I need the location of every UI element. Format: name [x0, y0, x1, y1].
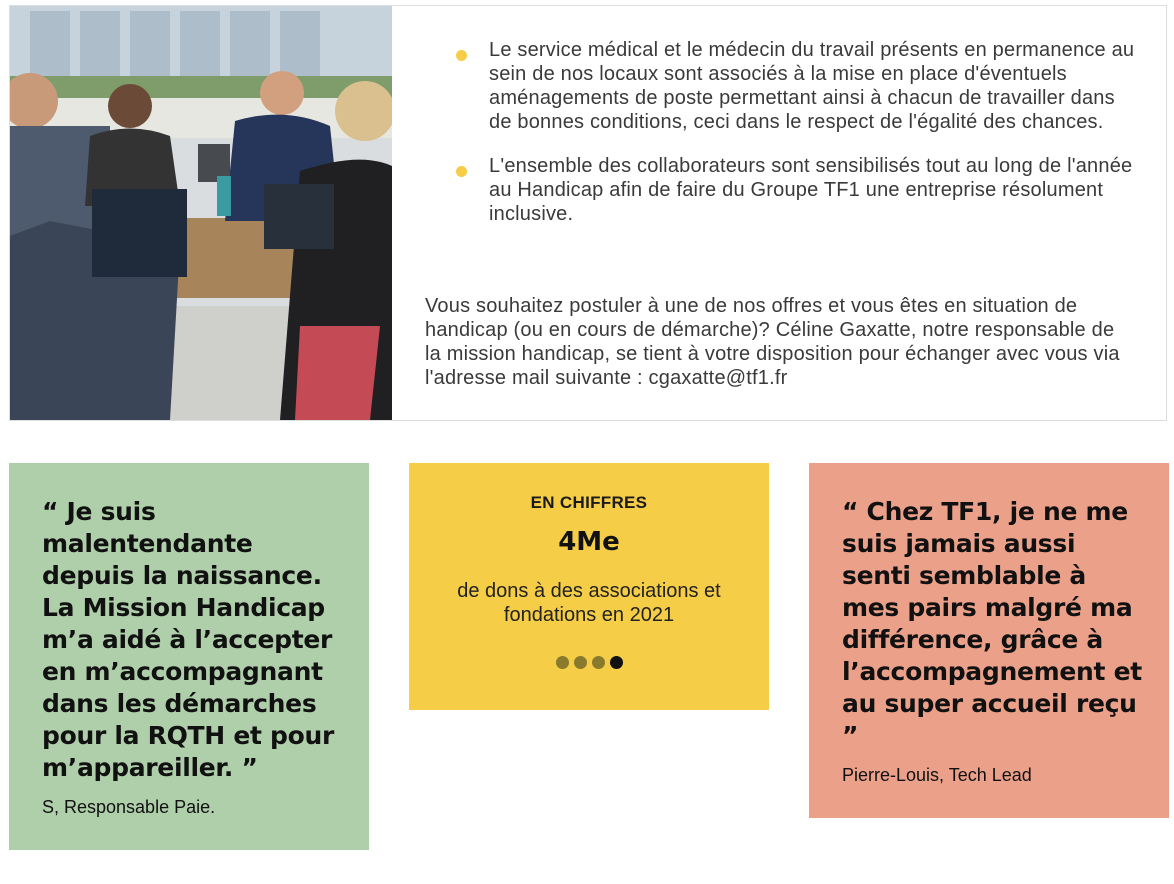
carousel-dot-3[interactable]	[592, 656, 605, 669]
figures-value: 4Me	[558, 527, 620, 557]
figures-description: de dons à des associations et fondations en 2021	[457, 580, 721, 626]
carousel-dot-4[interactable]	[610, 656, 623, 669]
bullet-text: L'ensemble des collaborateurs sont sensibilisés tout au long de l'année au Handicap afin de faire du Groupe TF1 une entreprise résolument inclusive.	[489, 155, 1133, 225]
bullet-text: Le service médical et le médecin du travail présents en permanence au sein de nos locaux sont associés à la mise en place d'éventuels aménagements de poste permettant ainsi à chacun de travailler dans de bonnes conditions, ceci dans le respect de l'égalité des chances.	[489, 39, 1135, 133]
testimonial-quote: “ Chez TF1, je ne me suis jamais aussi senti semblable à mes pairs malgré ma différence, grâce à l’accompagnement et au super accueil reçu ”	[842, 497, 1142, 750]
list-item	[456, 38, 1136, 134]
contact-paragraph: Vous souhaitez postuler à une de nos offres et vous êtes en situation de handicap (ou en cours de démarche)? Céline Gaxatte, notre responsable de la mission handicap, se tient à votre disposition pour échanger avec vous via l'adresse mail suivante : cgaxatte@tf1.fr	[425, 295, 1120, 389]
figures-title: EN CHIFFRES	[530, 493, 648, 512]
bullet-dot-icon	[456, 50, 467, 61]
figures-card	[409, 463, 769, 710]
intro-section	[9, 5, 1167, 421]
carousel-dot-1[interactable]	[556, 656, 569, 669]
carousel-pagination	[409, 656, 769, 669]
testimonial-card-right	[809, 463, 1169, 818]
list-item	[456, 154, 1136, 226]
testimonial-quote: “ Je suis malentendante depuis la naissance. La Mission Handicap m’a aidé à l’accepter en m’accompagnant dans les démarches pour la RQTH et pour m’appareiller. ”	[42, 497, 335, 782]
carousel-dot-2[interactable]	[574, 656, 587, 669]
team-meeting-photo	[10, 6, 392, 420]
handicap-measures-list	[456, 38, 1136, 246]
testimonial-author: Pierre-Louis, Tech Lead	[842, 765, 1032, 785]
testimonial-card-left	[9, 463, 369, 850]
bullet-dot-icon	[456, 166, 467, 177]
testimonial-author: S, Responsable Paie.	[42, 797, 216, 817]
